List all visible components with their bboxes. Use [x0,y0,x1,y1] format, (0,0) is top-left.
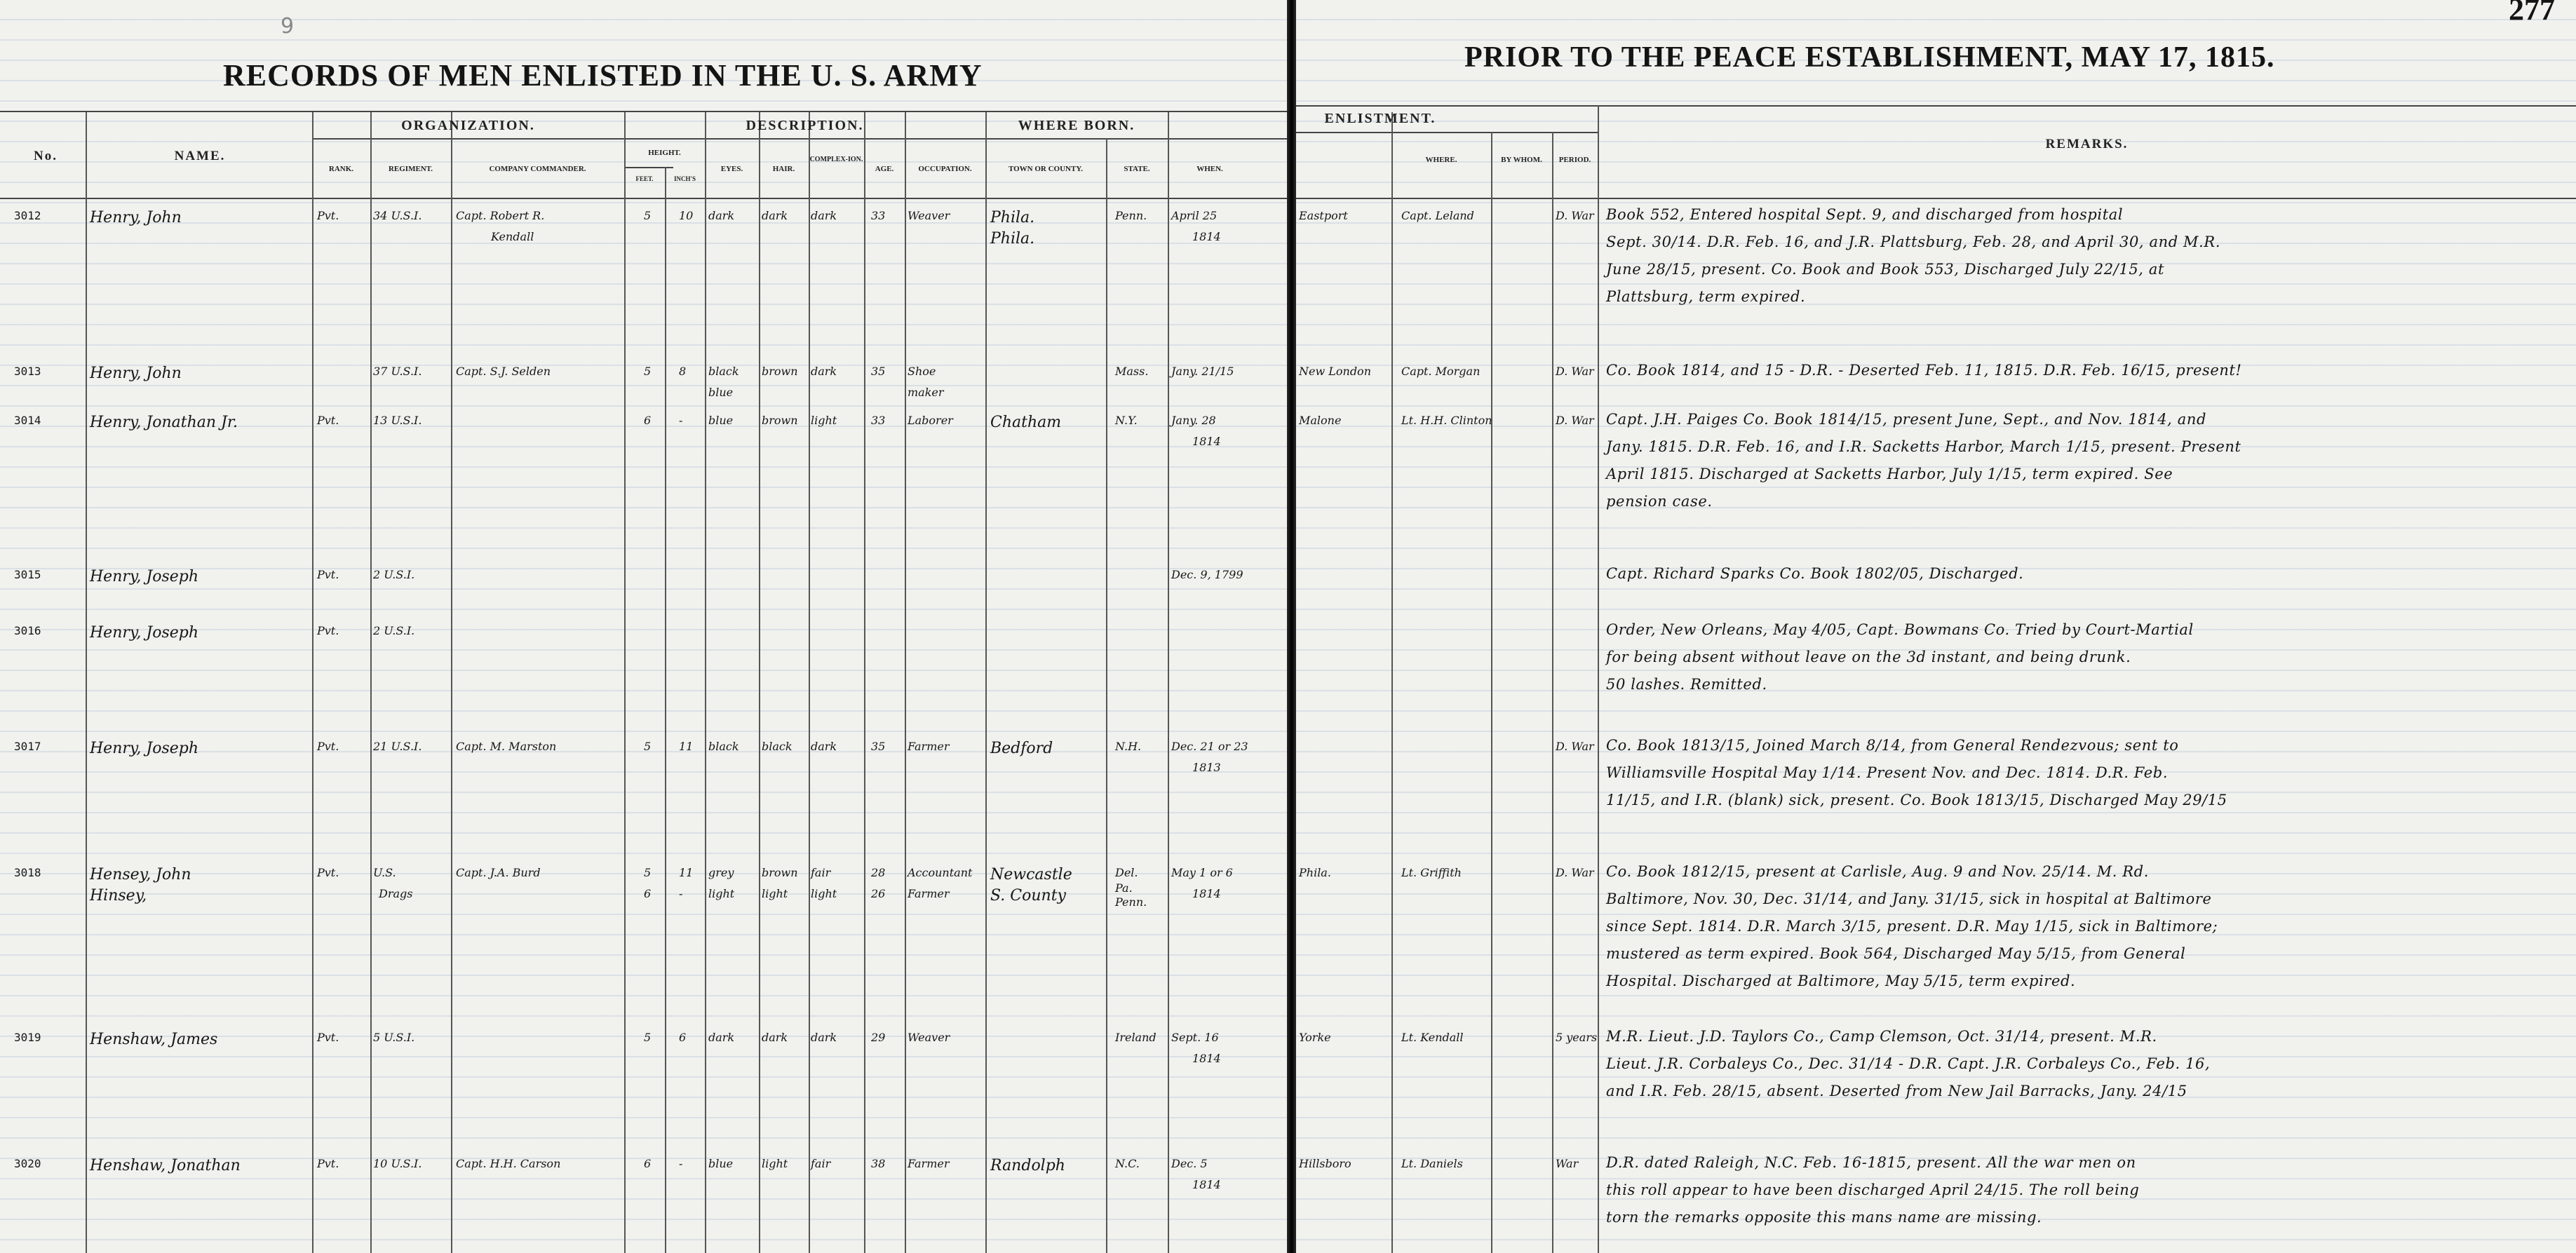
record-rank-cell: Pvt. [317,209,339,222]
header-by-whom: BY WHOM. [1501,156,1542,164]
record-complexion-cell: light [811,887,837,900]
record-eyes-cell: grey [708,866,734,879]
header-inches: INCH'S [673,175,696,182]
record-by_whom-cell: Lt. Kendall [1401,1031,1464,1044]
record-when-cell: Dec. 5 [1171,1157,1208,1170]
record-town-cell: Chatham [990,414,1062,431]
remark-line: Williamsville Hospital May 1/14. Present Nov. and Dec. 1814. D.R. Feb. [1606,764,2169,781]
record-when-cell: 1814 [1192,1178,1221,1191]
record-eyes-cell: dark [708,1031,735,1044]
record-occupation-cell: Farmer [908,1157,950,1170]
header-bottom-rule [0,198,1287,199]
record-hair-cell: brown [762,414,798,427]
header-height: HEIGHT. [648,149,681,157]
record-eyes-cell: blue [708,1157,734,1170]
remark-line: Baltimore, Nov. 30, Dec. 31/14, and Jany. 31/15, sick in hospital at Baltimore [1606,890,2212,907]
record-hair-cell: light [762,887,788,900]
record-inches-cell: 11 [679,740,694,753]
remark-line: mustered as term expired. Book 564, Discharged May 5/15, from General [1606,945,2186,962]
remark-line: Sept. 30/14. D.R. Feb. 16, and J.R. Plattsburg, Feb. 28, and April 30, and M.R. [1606,233,2221,250]
record-state-cell: Penn. [1115,895,1147,909]
record-name-cell: Henry, John [90,209,182,226]
header-name: NAME. [174,149,226,163]
record-inches-cell: 8 [679,365,687,378]
record-complexion-cell: fair [811,866,831,879]
header-period: PERIOD. [1558,156,1591,164]
header-age: AGE. [875,165,894,173]
left-page-title: RECORDS OF MEN ENLISTED IN THE U. S. ARMY [223,58,983,93]
record-town-cell: Randolph [990,1157,1065,1174]
record-state-cell: N.C. [1115,1157,1140,1170]
record-name-cell: Henry, Joseph [90,624,199,642]
record-complexion-cell: light [811,414,837,427]
col-divider [864,112,865,1253]
record-name-cell: Henry, Jonathan Jr. [90,414,238,431]
record-rank-cell: Pvt. [317,1157,339,1170]
remark-line: April 1815. Discharged at Sacketts Harbor, July 1/15, term expired. See [1606,466,2173,482]
record-name-cell: Henry, John [90,365,182,382]
book-gutter [1287,0,1296,1253]
record-rank-cell: Pvt. [317,568,339,581]
remark-line: June 28/15, present. Co. Book and Book 553, Discharged July 22/15, at [1606,261,2164,278]
col-divider [624,112,626,1253]
record-occupation-cell: maker [908,386,944,399]
record-eyes-cell: light [708,887,735,900]
remark-line: Co. Book 1813/15, Joined March 8/14, from General Rendezvous; sent to [1606,737,2179,754]
header-remarks: REMARKS. [2045,137,2129,151]
header-bottom-rule [1296,198,2576,199]
header-description: DESCRIPTION. [746,118,864,133]
header-regiment: REGIMENT. [388,165,433,173]
record-inches-cell: 10 [679,209,694,222]
record-when-cell: 1814 [1192,887,1221,900]
record-no-cell: 3014 [14,414,41,427]
header-feet: FEET. [635,175,654,182]
record-feet-cell: 5 [644,365,652,378]
record-commander-cell: Capt. M. Marston [456,740,557,753]
record-regiment-cell: 37 U.S.I. [373,365,422,378]
header-eyes: EYES. [720,165,743,173]
record-feet-cell: 5 [644,740,652,753]
record-no-cell: 3012 [14,209,41,222]
col-divider [1106,138,1107,1253]
record-feet-cell: 5 [644,866,652,879]
record-when-cell: April 25 [1171,209,1218,222]
record-by_whom-cell: Lt. H.H. Clinton [1401,414,1492,427]
record-commander-cell: Capt. H.H. Carson [456,1157,561,1170]
remark-line: M.R. Lieut. J.D. Taylors Co., Camp Clemson, Oct. 31/14, present. M.R. [1606,1028,2157,1045]
record-state-cell: Pa. [1115,881,1133,895]
record-state-cell: Penn. [1115,209,1147,222]
record-town-cell: Newcastle [990,866,1072,883]
record-town-cell: Bedford [990,740,1053,757]
record-where-cell: Hillsboro [1299,1157,1351,1170]
record-complexion-cell: dark [811,365,837,378]
record-when-cell: 1814 [1192,230,1221,243]
record-by_whom-cell: Capt. Leland [1401,209,1474,222]
record-where-cell: Yorke [1299,1031,1331,1044]
record-age-cell: 29 [871,1031,886,1044]
record-rank-cell: Pvt. [317,624,339,637]
record-occupation-cell: Accountant [908,866,973,879]
record-hair-cell: brown [762,866,798,879]
record-regiment-cell: 2 U.S.I. [373,624,415,637]
record-regiment-cell: Drags [379,887,413,900]
col-divider [759,112,760,1253]
record-regiment-cell: 5 U.S.I. [373,1031,415,1044]
record-state-cell: Mass. [1115,365,1149,378]
record-rank-cell: Pvt. [317,740,339,753]
record-eyes-cell: dark [708,209,735,222]
record-inches-cell: - [679,887,683,900]
record-period-cell: 5 years [1556,1031,1598,1044]
col-divider [985,112,987,1253]
header-mid-rule [312,138,1287,140]
record-feet-cell: 5 [644,209,652,222]
record-when-cell: 1814 [1192,1052,1221,1065]
header-occupation: OCCUPATION. [918,165,972,173]
header-where-born: WHERE BORN. [1018,118,1135,133]
record-inches-cell: 11 [679,866,694,879]
record-when-cell: Dec. 21 or 23 [1171,740,1248,753]
col-divider [1168,112,1169,1253]
header-rank: RANK. [328,165,354,173]
page-number: 277 [2509,0,2555,27]
record-hair-cell: brown [762,365,798,378]
record-where-cell: Eastport [1299,209,1348,222]
record-eyes-cell: black [708,365,739,378]
record-feet-cell: 6 [644,414,652,427]
col-divider [451,112,452,1253]
record-town-cell: S. County [990,887,1066,905]
record-occupation-cell: Shoe [908,365,936,378]
record-age-cell: 35 [871,740,886,753]
record-name-cell: Henry, Joseph [90,740,199,757]
record-no-cell: 3020 [14,1157,41,1170]
remark-line: and I.R. Feb. 28/15, absent. Deserted from New Jail Barracks, Jany. 24/15 [1606,1083,2187,1099]
record-name-cell: Henshaw, James [90,1031,218,1048]
record-regiment-cell: 13 U.S.I. [373,414,422,427]
record-no-cell: 3015 [14,568,41,581]
header-complexion: COMPLEX-ION. [809,156,863,163]
record-rank-cell: Pvt. [317,1031,339,1044]
record-occupation-cell: Weaver [908,1031,950,1044]
record-where-cell: Phila. [1299,866,1331,879]
header-top-rule [0,111,1287,112]
header-no: No. [34,149,58,163]
col-divider [312,112,313,1253]
header-state: STATE. [1124,165,1150,173]
remark-line: pension case. [1606,493,1713,510]
record-hair-cell: dark [762,209,788,222]
right-ledger-page [1296,0,2576,1253]
remark-line: Lieut. J.R. Corbaleys Co., Dec. 31/14 - D.R. Capt. J.R. Corbaleys Co., Feb. 16, [1606,1055,2211,1072]
record-where-cell: Malone [1299,414,1342,427]
col-divider [370,112,372,1253]
record-occupation-cell: Farmer [908,740,950,753]
remark-line: Capt. J.H. Paiges Co. Book 1814/15, present June, Sept., and Nov. 1814, and [1606,411,2207,428]
record-rank-cell: Pvt. [317,866,339,879]
record-no-cell: 3017 [14,740,41,753]
remark-line: Plattsburg, term expired. [1606,288,1806,305]
record-name-cell: Hensey, John [90,866,191,883]
col-divider [665,167,666,1253]
record-name-cell: Henry, Joseph [90,568,199,585]
record-feet-cell: 6 [644,887,652,900]
record-hair-cell: dark [762,1031,788,1044]
record-state-cell: N.Y. [1115,414,1138,427]
remark-line: since Sept. 1814. D.R. March 3/15, present. D.R. May 1/15, sick in Baltimore; [1606,918,2218,935]
record-town-cell: Phila. [990,230,1035,248]
record-when-cell: May 1 or 6 [1171,866,1233,879]
record-when-cell: 1813 [1192,761,1221,774]
record-period-cell: D. War [1556,365,1594,378]
record-complexion-cell: fair [811,1157,831,1170]
record-no-cell: 3013 [14,365,41,378]
record-name-cell: Henshaw, Jonathan [90,1157,241,1174]
record-period-cell: D. War [1556,209,1594,222]
record-no-cell: 3016 [14,624,41,637]
remark-line: Book 552, Entered hospital Sept. 9, and discharged from hospital [1606,206,2124,223]
header-when: WHEN. [1196,165,1223,173]
record-when-cell: 1814 [1192,435,1221,448]
record-state-cell: Ireland [1115,1031,1156,1044]
record-rank-cell: Pvt. [317,414,339,427]
header-town-or-county: TOWN OR COUNTY. [1008,165,1084,173]
record-complexion-cell: dark [811,1031,837,1044]
remark-line: Jany. 1815. D.R. Feb. 16, and I.R. Sacketts Harbor, March 1/15, present. Present [1606,438,2241,455]
record-occupation-cell: Weaver [908,209,950,222]
remark-line: Co. Book 1812/15, present at Carlisle, Aug. 9 and Nov. 25/14. M. Rd. [1606,863,2149,880]
record-commander-cell: Capt. J.A. Burd [456,866,541,879]
remark-line: Hospital. Discharged at Baltimore, May 5/15, term expired. [1606,973,2076,989]
record-eyes-cell: blue [708,414,734,427]
record-by_whom-cell: Lt. Griffith [1401,866,1462,879]
right-page-title: PRIOR TO THE PEACE ESTABLISHMENT, MAY 17, 1815. [1464,41,2275,74]
record-inches-cell: - [679,1157,683,1170]
remark-line: Co. Book 1814, and 15 - D.R. - Deserted Feb. 11, 1815. D.R. Feb. 16/15, present! [1606,362,2242,379]
record-age-cell: 38 [871,1157,886,1170]
remark-line: 11/15, and I.R. (blank) sick, present. Co. Book 1813/15, Discharged May 29/15 [1606,792,2227,808]
record-period-cell: D. War [1556,414,1594,427]
record-complexion-cell: dark [811,740,837,753]
record-by_whom-cell: Capt. Morgan [1401,365,1481,378]
remark-line: for being absent without leave on the 3d instant, and being drunk. [1606,649,2131,665]
left-ledger-page [0,0,1287,1253]
col-divider [809,112,810,1253]
remark-line: Order, New Orleans, May 4/05, Capt. Bowmans Co. Tried by Court-Martial [1606,621,2194,638]
record-inches-cell: - [679,414,683,427]
record-regiment-cell: 21 U.S.I. [373,740,422,753]
record-feet-cell: 5 [644,1031,652,1044]
record-age-cell: 33 [871,209,886,222]
record-when-cell: Dec. 9, 1799 [1171,568,1243,581]
record-occupation-cell: Farmer [908,887,950,900]
record-no-cell: 3019 [14,1031,41,1044]
header-top-rule [1296,105,2576,107]
record-age-cell: 26 [871,887,886,900]
record-no-cell: 3018 [14,866,41,879]
record-commander-cell: Capt. S.J. Selden [456,365,551,378]
record-eyes-cell: black [708,740,739,753]
col-divider [705,112,706,1253]
col-divider [1552,132,1553,1253]
record-state-cell: Del. [1115,866,1138,879]
record-commander-cell: Kendall [491,230,534,243]
record-name-cell: Hinsey, [90,887,147,905]
record-commander-cell: Capt. Robert R. [456,209,545,222]
record-occupation-cell: Laborer [908,414,953,427]
remark-line: 50 lashes. Remitted. [1606,676,1767,693]
record-period-cell: War [1556,1157,1579,1170]
record-eyes-cell: blue [708,386,734,399]
header-hair: HAIR. [772,165,795,173]
record-age-cell: 33 [871,414,886,427]
record-age-cell: 28 [871,866,886,879]
col-divider [1491,132,1492,1253]
col-divider [1598,105,1599,1253]
record-town-cell: Phila. [990,209,1035,226]
pencil-mark: 9 [281,14,295,39]
col-divider [905,112,906,1253]
record-regiment-cell: U.S. [373,866,396,879]
col-divider [86,112,87,1253]
record-period-cell: D. War [1556,740,1594,753]
record-age-cell: 35 [871,365,886,378]
record-feet-cell: 6 [644,1157,652,1170]
remark-line: D.R. dated Raleigh, N.C. Feb. 16-1815, present. All the war men on [1606,1154,2136,1171]
record-hair-cell: light [762,1157,788,1170]
header-organization: ORGANIZATION. [401,118,535,133]
record-state-cell: N.H. [1115,740,1142,753]
record-regiment-cell: 2 U.S.I. [373,568,415,581]
record-period-cell: D. War [1556,866,1594,879]
record-hair-cell: black [762,740,793,753]
col-divider [1391,112,1393,1253]
remark-line: torn the remarks opposite this mans name are missing. [1606,1209,2042,1226]
record-where-cell: New London [1299,365,1371,378]
record-when-cell: Jany. 28 [1171,414,1216,427]
record-when-cell: Sept. 16 [1171,1031,1219,1044]
header-where: WHERE. [1425,156,1457,164]
header-company-commander: COMPANY COMMANDER. [489,165,586,173]
header-enlistment: ENLISTMENT. [1324,111,1436,126]
record-regiment-cell: 34 U.S.I. [373,209,422,222]
remark-line: Capt. Richard Sparks Co. Book 1802/05, Discharged. [1606,565,2024,582]
record-inches-cell: 6 [679,1031,687,1044]
record-regiment-cell: 10 U.S.I. [373,1157,422,1170]
record-by_whom-cell: Lt. Daniels [1401,1157,1463,1170]
record-when-cell: Jany. 21/15 [1171,365,1234,378]
remark-line: this roll appear to have been discharged April 24/15. The roll being [1606,1181,2140,1198]
record-complexion-cell: dark [811,209,837,222]
